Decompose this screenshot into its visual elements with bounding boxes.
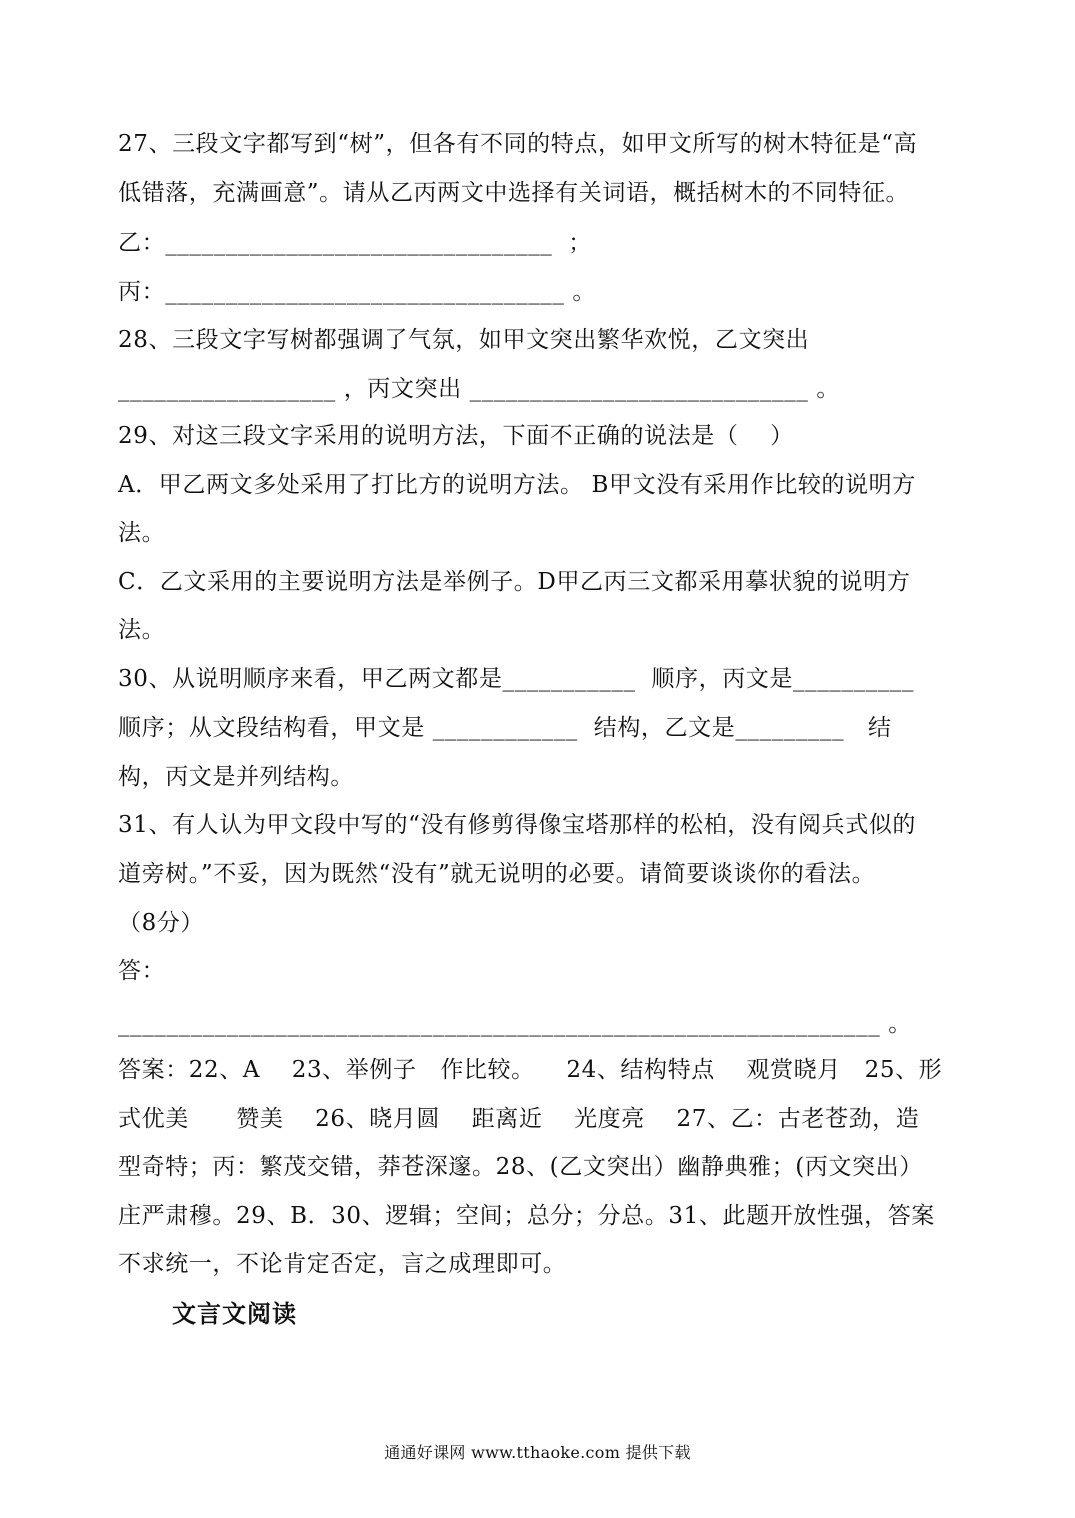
- answer-blank-yi: 乙：________________________________ ；: [118, 230, 592, 256]
- question-29-option-ab-wrap: 法。: [118, 520, 166, 546]
- answer-blank-line: _______________________________________________________________ 。: [118, 1011, 912, 1037]
- question-31-score: （8分）: [118, 910, 205, 936]
- question-29-option-cd-wrap: 法。: [118, 617, 166, 643]
- question-28-line-2: __________________ ，丙文突出 ____________________________ 。: [118, 376, 840, 402]
- answer-blank-bing: 丙：_________________________________ 。: [118, 279, 597, 305]
- question-29-option-cd: C．乙文采用的主要说明方法是举例子。D甲乙丙三文都采用摹状貌的说明方: [118, 569, 911, 595]
- question-29-option-ab: A．甲乙两文多处采用了打比方的说明方法。 B甲文没有采用作比较的说明方: [118, 472, 916, 498]
- answer-key-line-4: 庄严肃穆。29、B．30、逻辑；空间；总分；分总。31、此题开放性强，答案: [118, 1203, 935, 1229]
- question-30-line-3: 构，丙文是并列结构。: [118, 764, 354, 790]
- question-27-line-1: 27、三段文字都写到“树”，但各有不同的特点，如甲文所写的树木特征是“高: [118, 131, 918, 157]
- question-31-line-2: 道旁树。”不妥，因为既然“没有”就无说明的必要。请简要谈谈你的看法。: [118, 861, 876, 887]
- answer-key-line-5: 不求统一，不论肯定否定，言之成理即可。: [118, 1251, 567, 1277]
- answer-label: 答：: [118, 958, 166, 984]
- question-28-line-1: 28、三段文字写树都强调了气氛，如甲文突出繁华欢悦，乙文突出: [118, 327, 810, 353]
- answer-key-line-2: 式优美 赞美 26、晓月圆 距离近 光度亮 27、乙：古老苍劲，造: [118, 1106, 920, 1132]
- question-30-line-2: 顺序；从文段结构看，甲文是 ____________ 结构，乙文是_________ 结: [118, 715, 892, 741]
- page-footer: 通通好课网 www.tthaoke.com 提供下载: [384, 1443, 691, 1462]
- question-31-line-1: 31、有人认为甲文段中写的“没有修剪得像宝塔那样的松柏，没有阅兵式似的: [118, 812, 917, 838]
- question-30-line-1: 30、从说明顺序来看，甲乙两文都是___________ 顺序，丙文是__________: [118, 666, 914, 692]
- section-heading: 文言文阅读: [172, 1299, 297, 1328]
- question-27-line-2: 低错落，充满画意”。请从乙丙两文中选择有关词语，概括树木的不同特征。: [118, 180, 910, 206]
- answer-key-line-3: 型奇特；丙：繁茂交错，莽苍深邃。28、(乙文突出）幽静典雅；(丙文突出）: [118, 1154, 923, 1180]
- answer-key-line-1: 答案：22、A 23、举例子 作比较。 24、结构特点 观赏晓月 25、形: [118, 1057, 943, 1083]
- question-29-line-1: 29、对这三段文字采用的说明方法，下面不正确的说法是（ ）: [118, 423, 794, 449]
